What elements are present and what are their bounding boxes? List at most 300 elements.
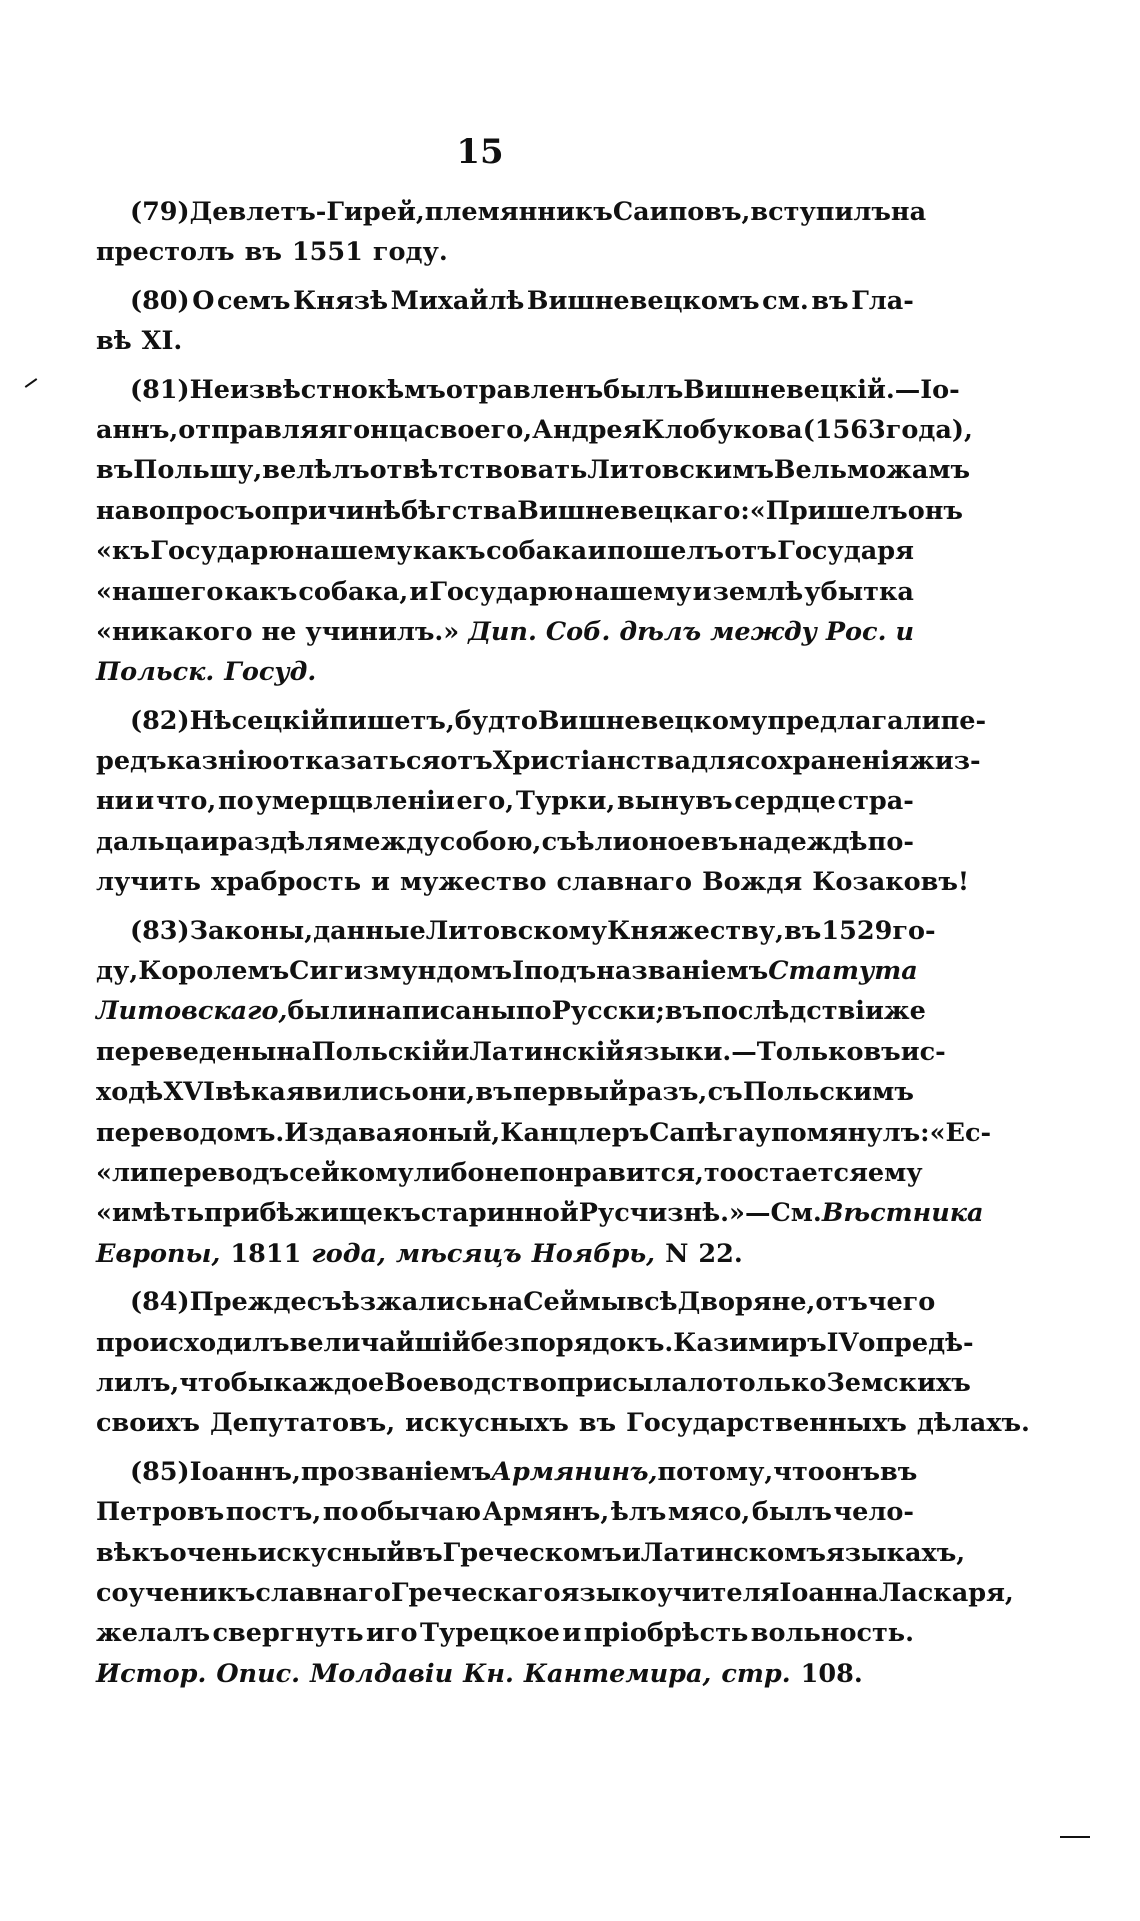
word: чело- [833,1497,914,1528]
text-line [96,192,927,232]
word: году. [372,237,448,268]
word: вѣка [215,1077,286,1108]
word: Молдавіи [310,1658,454,1689]
word: вступилъ [750,197,891,227]
word: Козаковъ! [812,867,970,898]
word: «Ес- [929,1117,992,1148]
word: Польшу, [133,455,263,486]
word: отъ [440,746,493,777]
word: съ [707,1077,743,1108]
word: между [710,616,817,647]
text-line [96,781,914,821]
word: мужество [399,867,547,898]
text-line [96,1072,914,1112]
word: на [890,197,927,227]
word: лилъ, [96,1367,180,1398]
word: казнію [166,746,273,777]
word: кому [339,1157,414,1188]
word: по [515,996,552,1027]
word: пишетъ, [329,705,455,736]
word: 1529 [821,915,893,946]
word: и [587,536,607,567]
word: Турецкое [420,1618,560,1649]
word: въ [880,1456,918,1487]
word: храбрость [211,867,362,898]
word: первый [512,1077,628,1108]
word: на [488,1287,524,1318]
word: данные [313,915,426,946]
text-line [96,1193,984,1233]
word: Государственныхъ [626,1408,907,1439]
text-line [96,281,914,321]
text-line [96,701,987,741]
word: чего [867,1287,936,1318]
word: славнаго [255,1577,391,1608]
text-line [96,491,963,531]
paragraph-gap [96,362,914,370]
word: кѣмъ [367,374,446,405]
word: его, [456,786,515,817]
word: Польскій [311,1036,451,1067]
word: вопросъ [131,495,255,526]
word: ему [867,1157,923,1188]
word: отказаться [272,746,441,777]
word: Ласкаря, [878,1577,1014,1608]
word: вольность. [750,1618,914,1649]
word: по [322,1497,359,1528]
word: О [192,285,215,316]
word: Королемъ [138,956,290,987]
word: будто [454,705,538,736]
word: отвѣтствовать [369,455,588,486]
word: потому, [657,1456,774,1487]
word: съѣли [541,826,632,857]
word: нашему [294,536,413,567]
word: собака [486,536,588,567]
word: «Пришелъ [749,495,908,526]
word: остается [736,1157,868,1188]
word: пріобрѣсть [583,1618,749,1649]
word: ходѣ [96,1077,164,1108]
word: (85) [130,1456,190,1487]
text-line [96,1282,936,1322]
word: что, [155,786,217,817]
word: Княжеству, [607,915,785,946]
word: надеждѣ [738,826,868,857]
word: очень [169,1537,258,1568]
word: Вишневецкомъ [526,285,760,316]
word: въ [664,996,703,1027]
word: переводъ [148,1157,290,1188]
word: племянникъ [424,197,613,227]
word: лучить [96,867,201,898]
word: жиз- [909,746,981,777]
word: языкоучителя [560,1577,780,1608]
word: происходилъ [96,1327,290,1358]
word: Девлетъ-Гирей, [189,197,425,227]
word: Сеймы [523,1287,627,1318]
word: Казимиръ [673,1327,827,1358]
word: обычаю [360,1497,481,1528]
text-line [96,572,914,612]
word: Петровъ [96,1497,225,1528]
word: переводомъ. [96,1117,285,1148]
word: отравленъ [445,374,604,405]
word: и [371,867,390,898]
word: то [703,1157,737,1188]
word: стра- [837,786,914,817]
word: явились [286,1077,412,1108]
word: Латинскій [469,1036,625,1067]
word: старинной [420,1198,579,1229]
word: Дип. [468,616,537,647]
paragraph-gap [96,273,914,281]
word: 1551 [291,237,363,268]
word: языкахъ, [825,1537,966,1568]
word: Вождя [702,867,803,898]
word: Рос. [825,616,887,647]
text-line [96,1452,918,1492]
word: Государю [150,536,295,567]
word: либо [413,1157,485,1188]
word: иго [365,1618,418,1649]
text-line [96,1032,946,1072]
text-line [96,1533,966,1573]
margin-mark [25,378,38,388]
margin-mark [1060,1836,1090,1838]
word: въ [244,237,282,268]
word: опредѣ- [858,1327,974,1358]
word: Греческаго [390,1577,561,1608]
word: (1563 [802,414,886,445]
word: N [665,1238,689,1269]
text-line [96,531,914,571]
word: учинилъ.» [305,616,460,647]
word: землѣ [712,576,804,607]
word: пе- [940,705,987,736]
word: Русчизнѣ.»—См. [578,1198,822,1229]
word: языки.—Только [624,1036,864,1067]
paragraph-gap [96,1444,914,1452]
word: Литовскаго, [96,996,288,1027]
word: понравится, [519,1157,704,1188]
word: «къ [96,536,150,567]
text-line [96,1234,914,1274]
word: вѣ [96,326,132,357]
word: же [883,996,926,1027]
word: каждое [273,1367,385,1398]
word: онъ [824,1456,881,1487]
word: и [562,1618,582,1649]
word: Польск. [96,657,215,688]
word: ис- [900,1036,946,1067]
page-number: 15 [456,132,504,172]
word: онъ [907,495,963,526]
word: го- [892,915,936,946]
word: гонца [337,414,425,445]
word: вѣкъ [96,1537,170,1568]
word: Литовскому [425,915,608,946]
word: собака, [298,576,409,607]
word: ду, [96,956,139,987]
text-line [96,991,926,1031]
word: Государя [777,536,914,567]
word: дѣлахъ. [916,1408,1030,1439]
word: въ [475,1077,513,1108]
word: въ [405,1537,443,1568]
word: свергнуть [212,1618,364,1649]
word: Андрея [532,414,642,445]
word: «имѣть [96,1198,205,1229]
text-line [96,370,960,410]
word: ни [96,786,134,817]
word: Соб. [545,616,611,647]
text-line [96,612,914,652]
text-line [96,1153,923,1193]
word: и [450,1036,470,1067]
word: что [773,1456,825,1487]
word: «нашего [96,576,224,607]
word: 22. [698,1238,743,1269]
word: своихъ [96,1408,200,1439]
word: и [895,616,914,647]
word: мѣсяцъ [395,1238,522,1269]
word: Кн. [463,1658,514,1689]
paragraph-gap [96,903,914,911]
word: Вѣстника [821,1198,984,1229]
word: прозваніемъ [300,1456,492,1487]
word: какъ [224,576,298,607]
word: I [512,956,524,987]
word: на [96,495,132,526]
word: бѣгства [401,495,518,526]
word: Европы, [96,1238,221,1269]
word: желалъ [96,1618,211,1649]
word: пошелъ [607,536,724,567]
text-line [96,450,971,490]
word: искусныхъ [405,1408,569,1439]
word: Прежде [189,1287,307,1318]
word: нашему [574,576,692,607]
word: Польскимъ [742,1077,914,1108]
word: Опис. [216,1658,301,1689]
paragraph-gap [96,1274,914,1282]
text-line [96,911,936,951]
word: Кантемира, [523,1658,712,1689]
word: къ [382,1198,421,1229]
word: прибѣжище [204,1198,383,1229]
word: раздѣля [219,826,342,857]
word: былъ [751,1497,832,1528]
word: Земскихъ [826,1367,971,1398]
text-line [96,1492,914,1532]
word: Князѣ [293,285,388,316]
word: Іоаннъ, [189,1456,301,1487]
word: были [287,996,367,1027]
word: и [200,826,220,857]
word: Латинскомъ [640,1537,826,1568]
word: Саиповъ, [612,197,751,227]
word: Законы, [189,915,314,946]
word: присылало [556,1367,723,1398]
word: Вишневецкій.—Іо- [683,374,960,405]
word: отправляя [178,414,338,445]
word: и [409,576,429,607]
word: какъ [412,536,486,567]
word: XI. [141,326,183,357]
word: «ли [96,1157,149,1188]
word: Русски; [551,996,665,1027]
word: Нѣсецкій [189,705,330,736]
word: и [135,786,155,817]
word: 108. [800,1658,863,1689]
word: по [218,786,254,817]
word: аннъ, [96,414,179,445]
word: дѣлъ [619,616,702,647]
word: престолъ [96,237,235,268]
word: убытка [804,576,914,607]
word: Гла- [851,285,914,316]
word: оное [631,826,701,857]
text-line [96,741,981,781]
footnotes-text [96,192,1030,1694]
text-line [96,410,973,450]
word: Клобукова [641,414,803,445]
word: Воеводство [384,1367,557,1398]
word: Турки, [515,786,616,817]
word: на [276,1036,312,1067]
word: Сигизмундомъ [289,956,513,987]
text-line [96,1403,1030,1443]
text-line [96,822,914,862]
word: (84) [130,1287,190,1318]
word: извѣстно [229,374,368,405]
word: предлагали [767,705,941,736]
word: не [484,1157,520,1188]
text-line [96,1113,992,1153]
word: (79) [130,197,190,227]
word: всѣ [626,1287,678,1318]
word: умерщвленіи [255,786,455,817]
word: Депутатовъ, [209,1408,396,1439]
word: разъ, [628,1077,708,1108]
word: постъ, [225,1497,322,1528]
word: Не [189,374,230,405]
word: Армянъ, [482,1497,610,1528]
word: года), [885,414,973,445]
text-line [96,862,970,902]
word: Вельможамъ [773,455,971,486]
text-line [96,1323,974,1363]
word: сохраненія [744,746,910,777]
word: семъ [217,285,291,316]
word: искусный [257,1537,406,1568]
word: ѣлъ [610,1497,667,1528]
word: причинѣ [271,495,402,526]
word: вынувъ [616,786,733,817]
word: Статута [768,956,918,987]
word: года, [311,1238,386,1269]
word: написаны [366,996,516,1027]
word: велѣлъ [262,455,370,486]
word: Вишневецкаго: [517,495,750,526]
word: отъ [815,1287,868,1318]
word: (81) [130,374,190,405]
word: дальца [96,826,201,857]
word: Дворяне, [677,1287,816,1318]
paragraph-gap [96,693,914,701]
word: мясо, [667,1497,751,1528]
word: для [691,746,745,777]
word: между [342,826,440,857]
word: о [254,495,272,526]
word: и [692,576,712,607]
word: Сапѣга [649,1117,755,1148]
word: Канцлеръ [500,1117,650,1148]
word: Михайлѣ [390,285,525,316]
word: въ [784,915,822,946]
word: и [621,1537,641,1568]
word: сей [289,1157,340,1188]
word: въ [811,285,849,316]
text-line [96,232,914,272]
word: собою, [439,826,542,857]
text-line [96,321,914,361]
word: безпорядокъ. [470,1327,674,1358]
word: 1811 [230,1238,302,1269]
word: Греческомъ [442,1537,622,1568]
word: они, [411,1077,476,1108]
text-line [96,652,914,692]
word: IV [826,1327,859,1358]
word: Христіанства [492,746,692,777]
word: Вишневецкому [537,705,768,736]
text-line [96,1654,914,1694]
word: послѣдствіи [702,996,884,1027]
word: см. [762,285,809,316]
word: подъ [524,956,597,987]
text-line [96,951,918,991]
word: въ [700,826,739,857]
word: въ [863,1036,901,1067]
word: XVI [163,1077,215,1108]
word: величайшій [289,1327,471,1358]
word: Издавая [284,1117,412,1148]
word: отъ [724,536,777,567]
word: славнаго [556,867,693,898]
word: не [261,616,297,647]
word: только [722,1367,827,1398]
word: (82) [130,705,190,736]
word: Армянинъ, [491,1456,658,1487]
word: оный, [411,1117,501,1148]
word: упомянулъ: [754,1117,930,1148]
text-line [96,1613,914,1653]
word: «никакого [96,616,253,647]
word: чтобы [179,1367,274,1398]
word: названіемъ [596,956,769,987]
word: (80) [130,285,190,316]
word: по- [867,826,914,857]
word: Госуд. [224,657,317,688]
word: своего, [424,414,533,445]
word: былъ [603,374,684,405]
word: съѣзжались [306,1287,489,1318]
word: Истор. [96,1658,207,1689]
word: (83) [130,915,190,946]
word: въ [578,1408,617,1439]
word: въ [96,455,134,486]
